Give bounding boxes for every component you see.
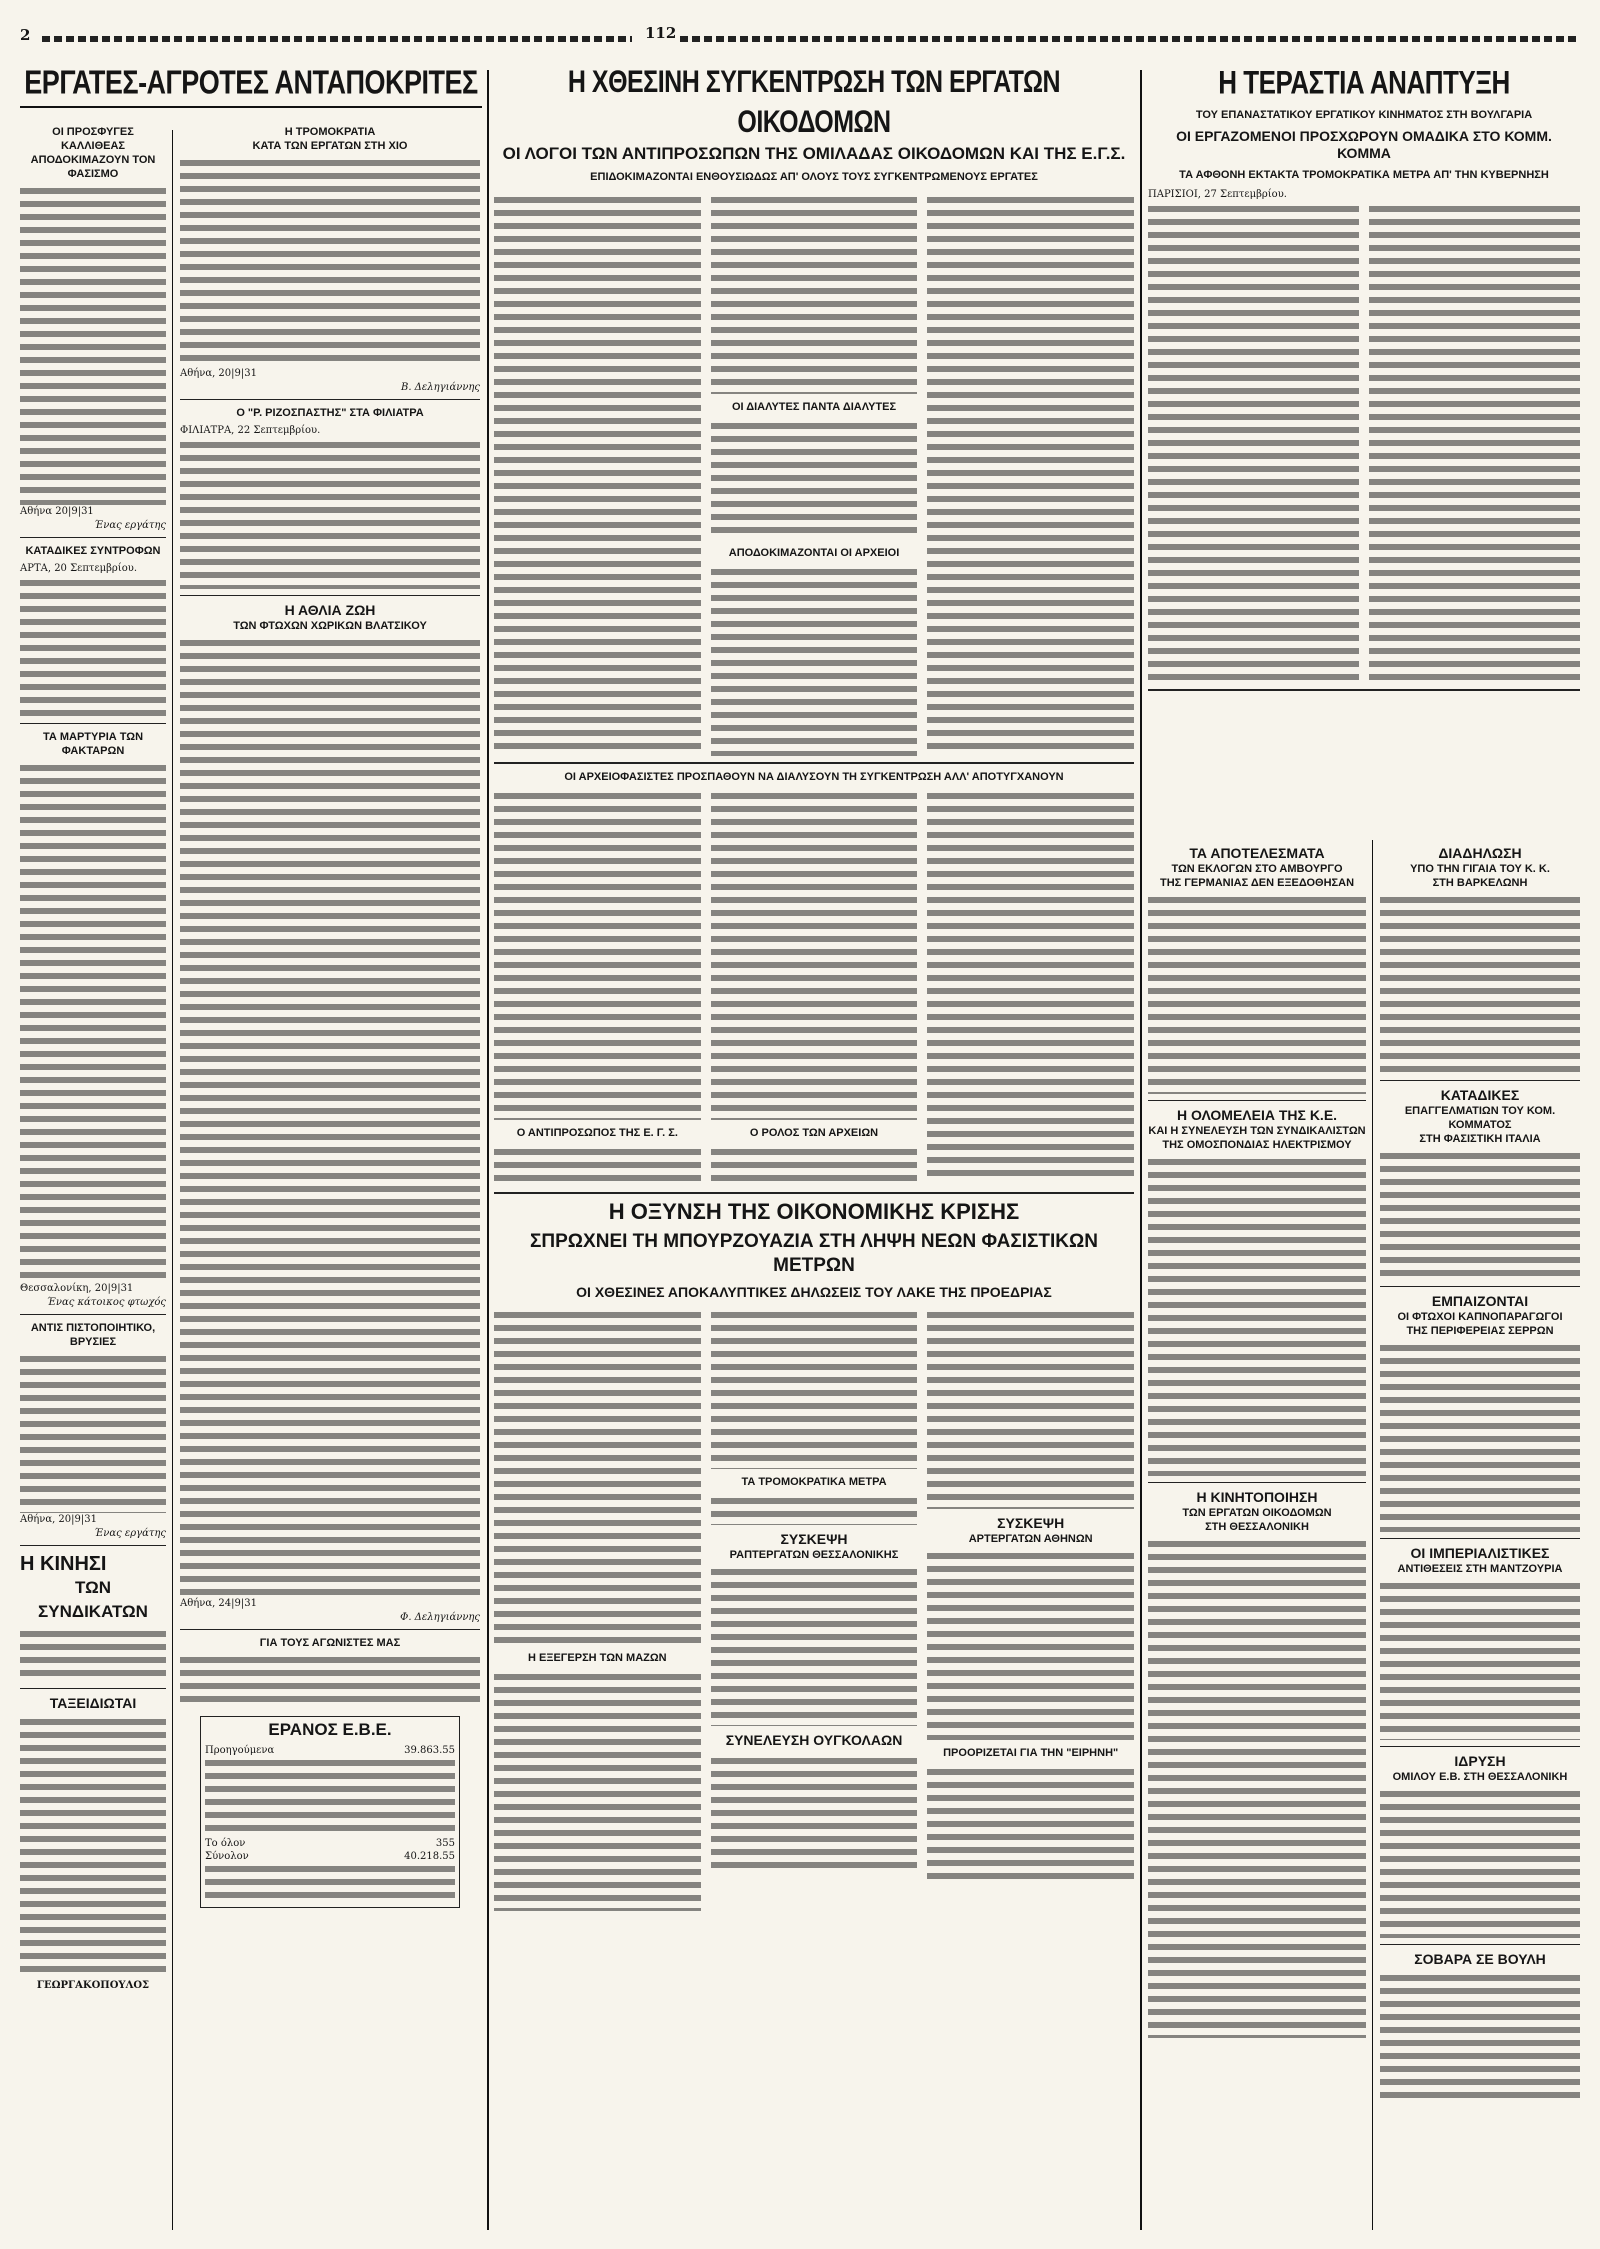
- article-body: [180, 1654, 480, 1708]
- article-subtitle: ΚΑΤΑ ΤΩΝ ΕΡΓΑΤΩΝ ΣΤΗ ΧΙΟ: [252, 140, 408, 152]
- article-body: [494, 1309, 701, 1645]
- column-2: [180, 125, 480, 1908]
- article-date: Αθήνα, 20|9|31: [20, 1514, 97, 1525]
- article-signature: Ένας εργάτης: [94, 520, 166, 531]
- article-body: [711, 1755, 918, 1875]
- article-subtitle: ΤΗΣ ΓΕΡΜΑΝΙΑΣ ΔΕΝ ΕΞΕΔΟΘΗΣΑΝ: [1159, 877, 1355, 889]
- article-dateline: ΦΙΛΙΑΤΡΑ, 22 Σεπτεμβρίου.: [180, 425, 321, 436]
- eranos-footer: [205, 1863, 455, 1903]
- eranos-box: [200, 1716, 460, 1908]
- article-signature: Ένας εργάτης: [94, 1528, 166, 1539]
- article-body: [20, 1628, 166, 1682]
- article-body: [711, 1495, 918, 1525]
- eranos-total-value: 355: [435, 1838, 455, 1849]
- article-body: [20, 762, 166, 1282]
- column-rule: [172, 130, 173, 2230]
- article-title: ΟΙ ΙΜΠΕΡΙΑΛΙΣΤΙΚΕΣ: [1410, 1545, 1550, 1561]
- article-body: [1148, 1538, 1366, 2038]
- section-subtitle: ΑΡΤΕΡΓΑΤΩΝ ΑΘΗΝΩΝ: [968, 1533, 1093, 1545]
- correspondents-banner-block: [20, 62, 482, 108]
- article-subtitle: ΟΜΙΛΟΥ Ε.Β. ΣΤΗ ΘΕΣΣΑΛΟΝΙΚΗ: [1392, 1771, 1568, 1783]
- section-title: ΟΙ ΑΡΧΕΙΟΦΑΣΙΣΤΕΣ ΠΡΟΣΠΑΘΟΥΝ ΝΑ ΔΙΑΛΥΣΟΥΝ ΤΗ ΣΥΓΚΕΝΤΡΩΣΗ ΑΛΛ' ΑΠΟΤΥΓΧΑΝΟΥΝ: [564, 771, 1064, 783]
- article-subtitle: ΤΗΣ ΠΕΡΙΦΕΡΕΙΑΣ ΣΕΡΡΩΝ: [1406, 1325, 1554, 1337]
- article-date: Θεσσαλονίκη, 20|9|31: [20, 1283, 134, 1294]
- article-body: [1380, 1788, 1580, 1938]
- article-title: ΑΝΤΙΣ ΠΙΣΤΟΠΟΙΗΤΙΚΟ, ΒΡΥΣΙΕΣ: [30, 1322, 156, 1348]
- article-body: [711, 420, 918, 540]
- article-title: ΟΙ ΠΡΟΣΦΥΓΕΣ ΚΑΛΛΙΘΕΑΣ: [52, 126, 134, 152]
- section-subtitle: ΡΑΠΤΕΡΓΑΤΩΝ ΘΕΣΣΑΛΟΝΙΚΗΣ: [729, 1549, 899, 1561]
- section-title: Η ΕΞΕΓΕΡΣΗ ΤΩΝ ΜΑΖΩΝ: [528, 1652, 667, 1664]
- article-subtitle: ΥΠΟ ΤΗΝ ΓΙΓΑΙΑ ΤΟΥ Κ. Κ.: [1410, 863, 1550, 875]
- article-title: ΚΑΤΑΔΙΚΕΣ: [1440, 1087, 1520, 1103]
- eranos-prev-value: 39.863.55: [404, 1745, 455, 1756]
- eranos-total-label: Το όλον: [205, 1838, 246, 1849]
- article-body: [180, 157, 480, 367]
- article-title: ΚΑΤΑΔΙΚΕΣ ΣΥΝΤΡΟΦΩΝ: [25, 545, 161, 557]
- article-body: [927, 194, 1134, 754]
- right-headline: Η ΤΕΡΑΣΤΙΑ ΑΝΑΠΤΥΞΗ: [1218, 63, 1510, 101]
- article-body: [494, 1146, 701, 1186]
- article-body: [927, 1309, 1134, 1509]
- article-signature: ΓΕΩΡΓΑΚΟΠΟΥΛΟΣ: [36, 1980, 150, 1991]
- article-title: ΣΟΒΑΡΑ ΣΕ ΒΟΥΛΗ: [1414, 1951, 1546, 1967]
- section-title: ΣΥΣΚΕΨΗ: [997, 1515, 1065, 1531]
- right-col-b: [1380, 845, 1580, 2102]
- article-date: Αθήνα 20|9|31: [20, 506, 94, 517]
- eranos-title: ΕΡΑΝΟΣ Ε.Β.Ε.: [268, 1720, 392, 1739]
- article-title: ΕΜΠΑΙΖΟΝΤΑΙ: [1431, 1293, 1529, 1309]
- ornament-right: [680, 36, 1580, 42]
- article-body: [1148, 894, 1366, 1094]
- article-body: [1148, 203, 1359, 683]
- section-title: ΠΡΟΟΡΙΖΕΤΑΙ ΓΙΑ ΤΗΝ "ΕΙΡΗΝΗ": [943, 1747, 1119, 1759]
- article-body: [20, 1353, 166, 1513]
- article-title: Ο "Ρ. ΡΙΖΟΣΠΑΣΤΗΣ" ΣΤΑ ΦΙΛΙΑΤΡΑ: [236, 407, 424, 419]
- center-marker: 112: [645, 24, 677, 42]
- article-body: [711, 1566, 918, 1726]
- page-number: 2: [20, 26, 31, 44]
- article-body: [180, 439, 480, 589]
- eranos-sum-label: Σύνολον: [205, 1851, 249, 1862]
- article-date: Αθήνα, 20|9|31: [180, 368, 257, 379]
- article-body: [927, 1766, 1134, 1886]
- article-signature: Φ. Δεληγιάννης: [400, 1612, 480, 1623]
- section-title: ΣΥΣΚΕΨΗ: [780, 1531, 848, 1547]
- article-title: Η ΚΙΝΗΤΟΠΟΙΗΣΗ: [1196, 1489, 1318, 1505]
- article-body: [927, 790, 1134, 1182]
- article-body: [494, 790, 701, 1120]
- section-title: Ο ΡΟΛΟΣ ΤΩΝ ΑΡΧΕΙΩΝ: [749, 1127, 879, 1139]
- article-subtitle: ΕΠΑΓΓΕΛΜΑΤΙΩΝ ΤΟΥ ΚΟΜ. ΚΟΜΜΑΤΟΣ: [1404, 1105, 1556, 1131]
- article-title: ΙΔΡΥΣΗ: [1454, 1753, 1506, 1769]
- article-body: [711, 1146, 918, 1186]
- right-subheadline: ΤΟΥ ΕΠΑΝΑΣΤΑΤΙΚΟΥ ΕΡΓΑΤΙΚΟΥ ΚΙΝΗΜΑΤΟΣ ΣΤΗ ΒΟΥΛΓΑΡΙΑ: [1195, 109, 1533, 121]
- section-title: ΟΙ ΔΙΑΛΥΤΕΣ ΠΑΝΤΑ ΔΙΑΛΥΤΕΣ: [731, 401, 897, 413]
- center-column: [494, 62, 1134, 1911]
- right-col-a: [1148, 845, 1366, 2038]
- article-subtitle: ΤΩΝ ΦΤΩΧΩΝ ΧΩΡΙΚΩΝ ΒΛΑΤΣΙΚΟΥ: [233, 620, 427, 632]
- article-signature: Β. Δεληγιάννης: [400, 382, 480, 393]
- article-title: ΓΙΑ ΤΟΥΣ ΑΓΩΝΙΣΤΕΣ ΜΑΣ: [259, 1637, 401, 1649]
- article-subtitle: ΣΤΗ ΘΕΣΣΑΛΟΝΙΚΗ: [1205, 1521, 1309, 1533]
- center-subheadline: ΟΙ ΛΟΓΟΙ ΤΩΝ ΑΝΤΙΠΡΟΣΩΠΩΝ ΤΗΣ ΟΜΙΛΑΔΑΣ ΟΙΚΟΔΟΜΩΝ ΚΑΙ ΤΗΣ Ε.Γ.Σ.: [502, 144, 1126, 163]
- right-dateline: ΠΑΡΙΣΙΟΙ, 27 Σεπτεμβρίου.: [1148, 189, 1287, 200]
- ornament-left: [42, 36, 632, 42]
- eranos-list: [205, 1757, 455, 1837]
- article-body: [1380, 1342, 1580, 1532]
- center-deck: ΕΠΙΔΟΚΙΜΑΖΟΝΤΑΙ ΕΝΘΟΥΣΙΩΔΩΣ ΑΠ' ΟΛΟΥΣ ΤΟΥΣ ΣΥΓΚΕΝΤΡΩΜΕΝΟΥΣ ΕΡΓΑΤΕΣ: [590, 171, 1038, 183]
- article-body: [180, 637, 480, 1597]
- article-subtitle: ΣΤΗ ΦΑΣΙΣΤΙΚΗ ΙΤΑΛΙΑ: [1419, 1133, 1541, 1145]
- right-deck: ΟΙ ΕΡΓΑΖΟΜΕΝΟΙ ΠΡΟΣΧΩΡΟΥΝ ΟΜΑΔΙΚΑ ΣΤΟ ΚΟΜΜ. ΚΟΜΜΑ: [1176, 128, 1552, 161]
- article-body: [711, 566, 918, 756]
- section-title: ΑΠΟΔΟΚΙΜΑΖΟΝΤΑΙ ΟΙ ΑΡΧΕΙΟΙ: [728, 547, 900, 559]
- article-body: [1380, 1580, 1580, 1740]
- article-title: Η ΑΘΛΙΑ ΖΩΗ: [284, 602, 376, 618]
- article-title: ΤΑΞΕΙΔΙΩΤΑΙ: [49, 1695, 137, 1711]
- center-headline: Η ΧΘΕΣΙΝΗ ΣΥΓΚΕΝΤΡΩΣΗ ΤΩΝ ΕΡΓΑΤΩΝ ΟΙΚΟΔΟΜΩΝ: [567, 64, 1061, 140]
- article-subtitle: ΑΝΤΙΘΕΣΕΙΣ ΣΤΗ ΜΑΝΤΖΟΥΡΙΑ: [1397, 1563, 1563, 1575]
- article-subtitle: ΚΑΙ Η ΣΥΝΕΛΕΥΣΗ ΤΩΝ ΣΥΝΔΙΚΑΛΙΣΤΩΝ: [1148, 1125, 1366, 1137]
- article-signature: Ένας κάτοικος φτωχός: [46, 1297, 166, 1308]
- eranos-prev-label: Προηγούμενα: [205, 1745, 275, 1756]
- article-body: [494, 194, 701, 754]
- column-1: [20, 125, 166, 1995]
- article-subtitle: ΑΠΟΔΟΚΙΜΑΖΟΥΝ ΤΟΝ ΦΑΣΙΣΜΟ: [30, 154, 156, 180]
- article-title: Η ΚΙΝΗΣΙ: [20, 1553, 107, 1575]
- section-title: Ο ΑΝΤΙΠΡΟΣΩΠΟΣ ΤΗΣ Ε. Γ. Σ.: [516, 1127, 678, 1139]
- article-body: [20, 1716, 166, 1978]
- article-subtitle: ΤΩΝ ΣΥΝΔΙΚΑΤΩΝ: [38, 1578, 148, 1621]
- masthead: [20, 22, 1580, 56]
- crisis-subheadline: ΣΠΡΩΧΝΕΙ ΤΗ ΜΠΟΥΡΖΟΥΑΖΙΑ ΣΤΗ ΛΗΨΗ ΝΕΩΝ ΦΑΣΙΣΤΙΚΩΝ ΜΕΤΡΩΝ: [530, 1231, 1098, 1276]
- article-body: [1380, 1972, 1580, 2102]
- article-body: [1369, 203, 1580, 683]
- eranos-sum-value: 40.218.55: [404, 1851, 455, 1862]
- article-body: [711, 790, 918, 1120]
- article-title: Η ΤΡΟΜΟΚΡΑΤΙΑ: [284, 126, 376, 138]
- article-body: [1380, 894, 1580, 1074]
- article-body: [494, 1671, 701, 1911]
- right-column: [1148, 62, 1580, 697]
- article-body: [20, 577, 166, 717]
- section-title: ΣΥΝΕΛΕΥΣΗ ΟΥΓΚΟΛΑΩΝ: [725, 1732, 903, 1748]
- article-subtitle: ΤΗΣ ΟΜΟΣΠΟΝΔΙΑΣ ΗΛΕΚΤΡΙΣΜΟΥ: [1162, 1139, 1352, 1151]
- column-rule: [1372, 840, 1373, 2230]
- article-title: ΤΑ ΑΠΟΤΕΛΕΣΜΑΤΑ: [1189, 845, 1325, 861]
- article-dateline: ΑΡΤΑ, 20 Σεπτεμβρίου.: [20, 563, 137, 574]
- article-body: [20, 185, 166, 505]
- article-body: [927, 1550, 1134, 1740]
- article-subtitle: ΟΙ ΦΤΩΧΟΙ ΚΑΠΝΟΠΑΡΑΓΩΓΟΙ: [1397, 1311, 1563, 1323]
- article-date: Αθήνα, 24|9|31: [180, 1598, 257, 1609]
- article-title: ΤΑ ΜΑΡΤΥΡΙΑ ΤΩΝ ΦΑΚΤΑΡΩΝ: [42, 731, 144, 757]
- column-rule: [1140, 70, 1142, 2230]
- section-title: ΤΑ ΤΡΟΜΟΚΡΑΤΙΚΑ ΜΕΤΡΑ: [741, 1476, 887, 1488]
- column-rule: [487, 70, 489, 2230]
- article-body: [1380, 1150, 1580, 1280]
- crisis-deck: ΟΙ ΧΘΕΣΙΝΕΣ ΑΠΟΚΑΛΥΠΤΙΚΕΣ ΔΗΛΩΣΕΙΣ ΤΟΥ ΛΑΚΕ ΤΗΣ ΠΡΟΕΔΡΙΑΣ: [576, 1284, 1052, 1300]
- article-title: Η ΟΛΟΜΕΛΕΙΑ ΤΗΣ Κ.Ε.: [1176, 1107, 1338, 1123]
- article-body: [711, 194, 918, 394]
- article-body: [1148, 1156, 1366, 1476]
- article-title: ΔΙΑΔΗΛΩΣΗ: [1438, 845, 1522, 861]
- article-subtitle: ΤΩΝ ΕΚΛΟΓΩΝ ΣΤΟ ΑΜΒΟΥΡΓΟ: [1171, 863, 1343, 875]
- article-subtitle: ΣΤΗ ΒΑΡΚΕΛΩΝΗ: [1432, 877, 1528, 889]
- correspondents-banner: ΕΡΓΑΤΕΣ-ΑΓΡΟΤΕΣ ΑΝΤΑΠΟΚΡΙΤΕΣ: [24, 63, 478, 101]
- right-deck-2: ΤΑ ΑΦΘΟΝΗ ΕΚΤΑΚΤΑ ΤΡΟΜΟΚΡΑΤΙΚΑ ΜΕΤΡΑ ΑΠ' ΤΗΝ ΚΥΒΕΡΝΗΣΗ: [1179, 169, 1549, 181]
- article-body: [711, 1309, 918, 1469]
- crisis-headline: Η ΟΞΥΝΣΗ ΤΗΣ ΟΙΚΟΝΟΜΙΚΗΣ ΚΡΙΣΗΣ: [608, 1199, 1020, 1224]
- article-subtitle: ΤΩΝ ΕΡΓΑΤΩΝ ΟΙΚΟΔΟΜΩΝ: [1182, 1507, 1332, 1519]
